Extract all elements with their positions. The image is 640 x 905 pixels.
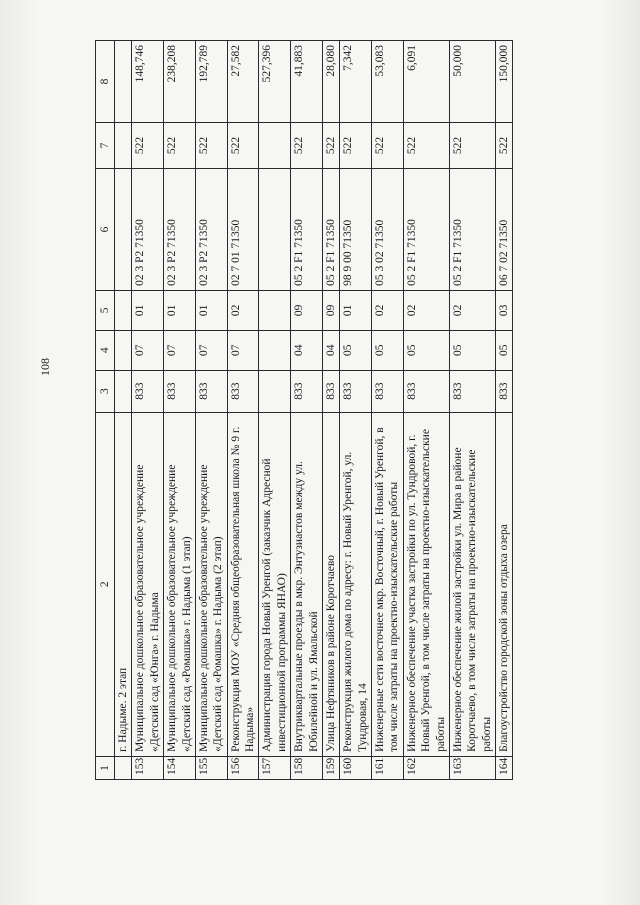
row-amount-cell: 238,208 <box>164 41 196 123</box>
row-section-cell: 04 <box>291 330 323 370</box>
row-section-cell: 04 <box>322 330 339 370</box>
row-name-cell: Реконструкция жилого дома по адресу: г. Новый Уренгой, ул. Тундровая, 14 <box>340 412 372 756</box>
budget-table <box>95 40 513 780</box>
row-number-cell <box>115 756 132 779</box>
row-amount-cell: 53,083 <box>372 41 404 123</box>
row-number-cell: 159 <box>322 756 339 779</box>
row-amount-cell: 50,000 <box>449 41 495 123</box>
row-section-cell: 05 <box>403 330 449 370</box>
row-section-cell: 05 <box>496 330 513 370</box>
header-cell: 3 <box>96 370 115 412</box>
row-number-cell: 155 <box>195 756 227 779</box>
row-number-cell: 154 <box>164 756 196 779</box>
row-section-cell: 05 <box>449 330 495 370</box>
page-number: 108 <box>38 358 52 376</box>
row-expense-type-cell: 522 <box>496 122 513 168</box>
header-cell: 5 <box>96 290 115 330</box>
row-code-cell: 833 <box>496 370 513 412</box>
table-row <box>496 41 513 780</box>
row-section-cell: 07 <box>164 330 196 370</box>
row-expense-type-cell: 522 <box>340 122 372 168</box>
row-subsection-cell <box>259 290 291 330</box>
row-subsection-cell: 01 <box>195 290 227 330</box>
row-amount-cell: 7,342 <box>340 41 372 123</box>
row-article-cell <box>115 169 132 291</box>
header-cell: 7 <box>96 122 115 168</box>
row-number-cell: 163 <box>449 756 495 779</box>
table-row <box>403 41 449 780</box>
row-article-cell: 02 3 Р2 71350 <box>164 169 196 291</box>
row-name-cell: Инженерные сети восточнее мкр. Восточный, г. Новый Уренгой, в том числе затраты на проектно-изыскательские работы <box>372 412 404 756</box>
row-section-cell <box>259 330 291 370</box>
row-article-cell: 06 7 02 71350 <box>496 169 513 291</box>
table-row <box>449 41 495 780</box>
row-section-cell: 05 <box>340 330 372 370</box>
row-number-cell: 164 <box>496 756 513 779</box>
row-name-cell: Муниципальное дошкольное образовательное учреждение «Детский сад «Ромашка» г. Надыма (2 этап) <box>195 412 227 756</box>
row-article-cell: 05 2 F1 71350 <box>403 169 449 291</box>
row-subsection-cell: 03 <box>496 290 513 330</box>
row-expense-type-cell <box>259 122 291 168</box>
row-article-cell: 05 3 02 71350 <box>372 169 404 291</box>
row-expense-type-cell: 522 <box>372 122 404 168</box>
row-expense-type-cell: 522 <box>449 122 495 168</box>
row-amount-cell: 41,883 <box>291 41 323 123</box>
row-code-cell: 833 <box>403 370 449 412</box>
row-section-cell: 07 <box>195 330 227 370</box>
row-subsection-cell: 02 <box>372 290 404 330</box>
table-row <box>291 41 323 780</box>
row-section-cell: 07 <box>227 330 259 370</box>
row-number-cell: 158 <box>291 756 323 779</box>
row-code-cell: 833 <box>195 370 227 412</box>
row-expense-type-cell: 522 <box>164 122 196 168</box>
row-code-cell: 833 <box>340 370 372 412</box>
row-article-cell: 02 3 Р2 71350 <box>132 169 164 291</box>
header-cell: 8 <box>96 41 115 123</box>
table-row <box>227 41 259 780</box>
row-amount-cell: 27,582 <box>227 41 259 123</box>
row-article-cell: 02 3 Р2 71350 <box>195 169 227 291</box>
row-section-cell <box>115 330 132 370</box>
row-name-cell: Реконструкция МОУ «Средняя общеобразовательная школа № 9 г. Надыма» <box>227 412 259 756</box>
header-cell: 4 <box>96 330 115 370</box>
row-article-cell: 98 9 00 71350 <box>340 169 372 291</box>
row-number-cell: 160 <box>340 756 372 779</box>
row-code-cell: 833 <box>322 370 339 412</box>
row-amount-cell: 150,000 <box>496 41 513 123</box>
row-name-cell: Инженерное обеспечение участка застройки по ул. Тундровой, г. Новый Уренгой, в том числе затраты на проектно-изыскательские работы <box>403 412 449 756</box>
row-article-cell <box>259 169 291 291</box>
row-number-cell: 156 <box>227 756 259 779</box>
row-number-cell: 157 <box>259 756 291 779</box>
row-number-cell: 153 <box>132 756 164 779</box>
row-code-cell: 833 <box>132 370 164 412</box>
row-amount-cell: 192,789 <box>195 41 227 123</box>
row-code-cell: 833 <box>291 370 323 412</box>
row-name-cell: Инженерное обеспечение жилой застройки ул. Мира в районе Коротчаево, в том числе затраты на проектно-изыскательские работы <box>449 412 495 756</box>
row-expense-type-cell <box>115 122 132 168</box>
row-code-cell: 833 <box>372 370 404 412</box>
table-row <box>259 41 291 780</box>
header-cell: 6 <box>96 169 115 291</box>
header-cell: 1 <box>96 756 115 779</box>
table-header-row <box>96 41 115 780</box>
row-name-cell: Администрация города Новый Уренгой (заказчик Адресной инвестиционной программы ЯНАО) <box>259 412 291 756</box>
row-subsection-cell: 09 <box>291 290 323 330</box>
row-subsection-cell: 01 <box>164 290 196 330</box>
row-name-cell: Муниципальное дошкольное образовательное учреждение «Детский сад «Ромашка» г. Надыма (1 этап) <box>164 412 196 756</box>
row-amount-cell <box>115 41 132 123</box>
row-code-cell <box>259 370 291 412</box>
table-row <box>372 41 404 780</box>
row-subsection-cell: 02 <box>227 290 259 330</box>
row-number-cell: 161 <box>372 756 404 779</box>
row-code-cell: 833 <box>164 370 196 412</box>
header-cell: 2 <box>96 412 115 756</box>
row-subsection-cell <box>115 290 132 330</box>
rotated-table-container <box>95 40 615 780</box>
row-article-cell: 02 7 01 71350 <box>227 169 259 291</box>
row-name-cell: Муниципальное дошкольное образовательное учреждение «Детский сад «Юнга» г. Надыма <box>132 412 164 756</box>
row-subsection-cell: 01 <box>132 290 164 330</box>
row-name-cell: г. Надыме. 2 этап <box>115 412 132 756</box>
row-expense-type-cell: 522 <box>132 122 164 168</box>
row-article-cell: 05 2 F1 71350 <box>322 169 339 291</box>
row-code-cell <box>115 370 132 412</box>
row-subsection-cell: 09 <box>322 290 339 330</box>
row-number-cell: 162 <box>403 756 449 779</box>
table-row <box>195 41 227 780</box>
row-amount-cell: 148,746 <box>132 41 164 123</box>
row-expense-type-cell: 522 <box>403 122 449 168</box>
row-section-cell: 07 <box>132 330 164 370</box>
row-subsection-cell: 02 <box>403 290 449 330</box>
row-article-cell: 05 2 F1 71350 <box>449 169 495 291</box>
row-amount-cell: 527,396 <box>259 41 291 123</box>
table-row <box>132 41 164 780</box>
table-body <box>96 41 513 780</box>
row-expense-type-cell: 522 <box>291 122 323 168</box>
row-name-cell: Внутриквартальные проезды в мкр. Энтузиастов между ул. Юбилейной и ул. Ямальской <box>291 412 323 756</box>
table-row <box>322 41 339 780</box>
row-expense-type-cell: 522 <box>195 122 227 168</box>
table-row <box>164 41 196 780</box>
row-code-cell: 833 <box>227 370 259 412</box>
row-expense-type-cell: 522 <box>227 122 259 168</box>
table-row <box>340 41 372 780</box>
row-subsection-cell: 02 <box>449 290 495 330</box>
row-expense-type-cell: 522 <box>322 122 339 168</box>
row-name-cell: Благоустройство городской зоны отдыха озера <box>496 412 513 756</box>
row-subsection-cell: 01 <box>340 290 372 330</box>
row-section-cell: 05 <box>372 330 404 370</box>
row-amount-cell: 6,091 <box>403 41 449 123</box>
row-name-cell: Улица Нефтяников в районе Коротчаево <box>322 412 339 756</box>
row-article-cell: 05 2 F1 71350 <box>291 169 323 291</box>
row-code-cell: 833 <box>449 370 495 412</box>
table-row <box>115 41 132 780</box>
row-amount-cell: 28,080 <box>322 41 339 123</box>
